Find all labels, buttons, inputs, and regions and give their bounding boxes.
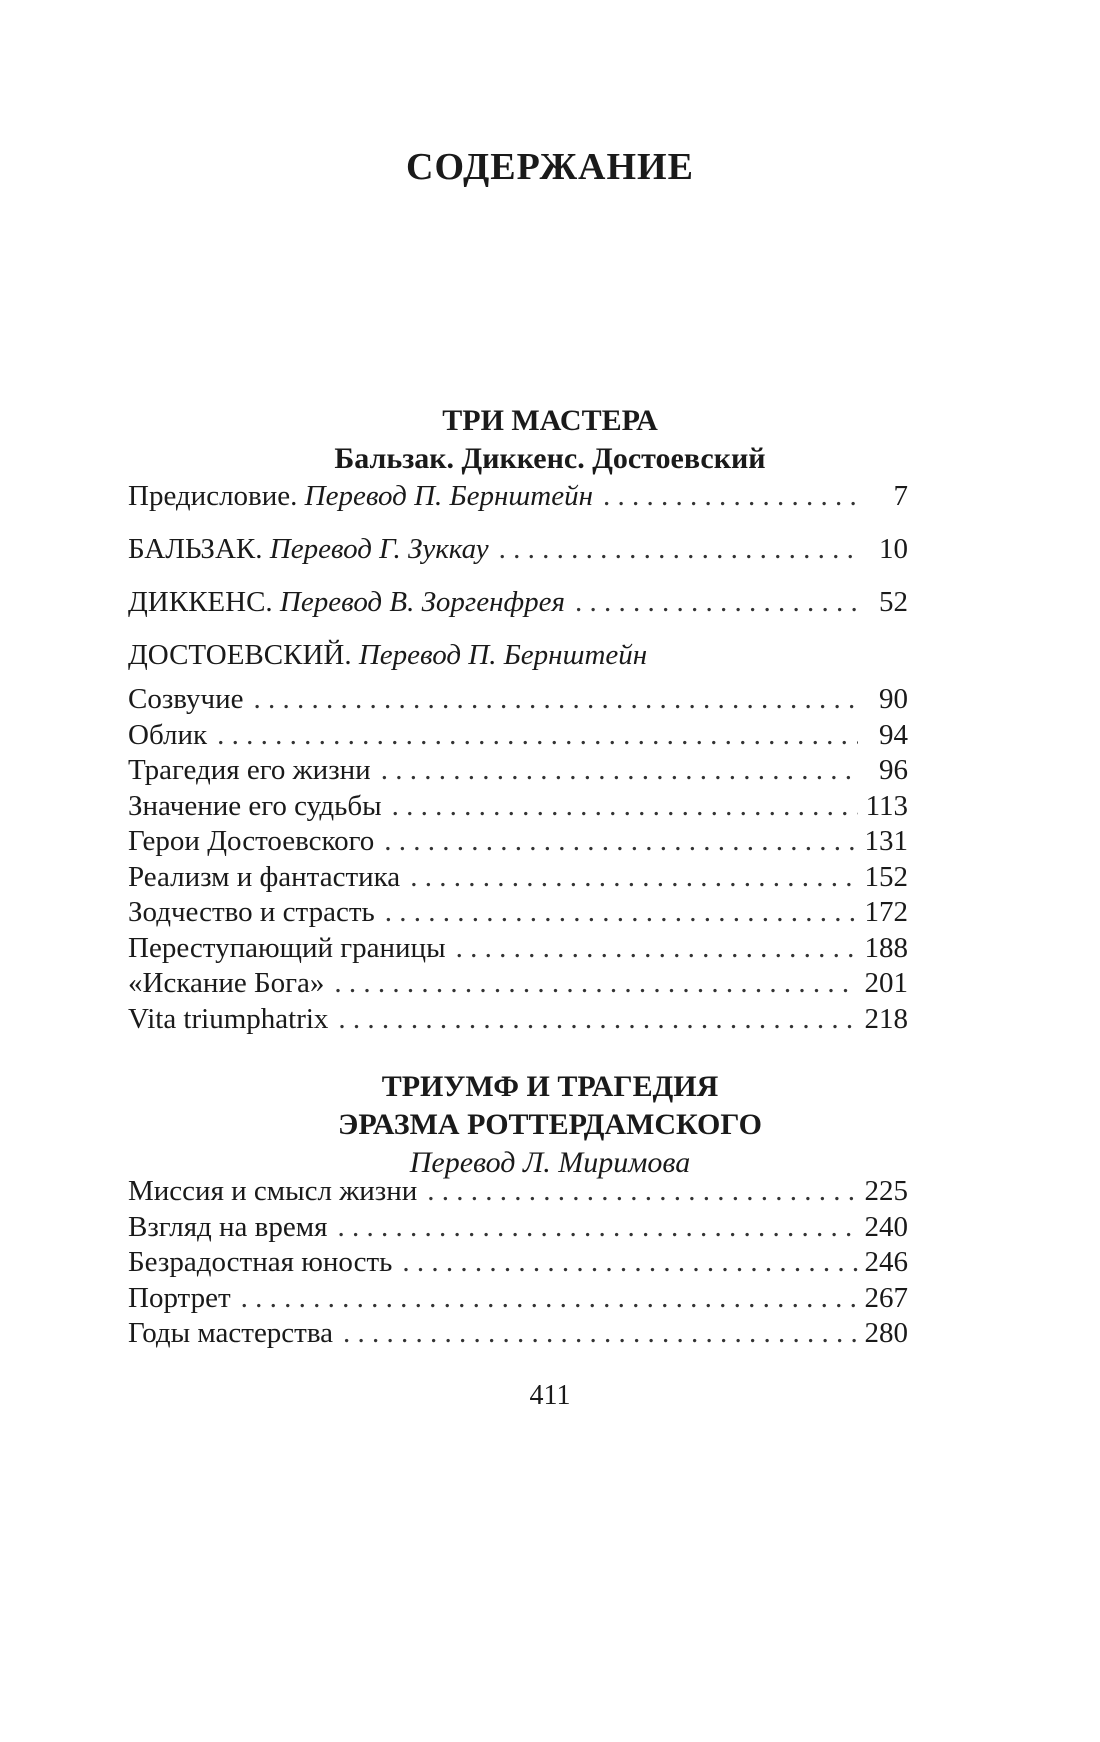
toc-list-three-masters [128, 470, 908, 1037]
toc-entry-translator: Перевод Г. Зуккау [269, 533, 489, 565]
toc-entry [128, 753, 908, 789]
dot-leader [343, 1316, 858, 1352]
toc-entry [128, 629, 908, 682]
dot-leader [402, 1245, 858, 1281]
toc-entry [128, 682, 908, 718]
toc-entry [128, 718, 908, 754]
toc-entry-title [128, 718, 207, 754]
toc-entry-page-number: 7 [893, 480, 908, 512]
page-number: 411 [529, 1380, 571, 1411]
dot-leader [381, 753, 858, 789]
section-heading-erasmus [0, 1068, 1100, 1182]
toc-entry [128, 1316, 908, 1352]
toc-entry-title [128, 1316, 333, 1352]
dot-leader [217, 718, 858, 754]
toc-entry-title-text: ДИККЕНС. [128, 586, 280, 618]
toc-entry [128, 523, 908, 576]
toc-entry-title-text: Портрет [128, 1281, 231, 1314]
toc-entry [128, 576, 908, 629]
dot-leader [337, 1210, 858, 1246]
dot-leader [456, 931, 858, 967]
toc-entry-page-number: 113 [865, 789, 908, 822]
toc-entry-title [128, 860, 400, 896]
section-translator: Перевод Л. Миримова [409, 1146, 691, 1179]
toc-entry-title-text: Предисловие. [128, 480, 305, 512]
toc-entry-title-text: Значение его судьбы [128, 789, 382, 822]
toc-entry-title [128, 895, 375, 931]
dot-leader [384, 824, 858, 860]
toc-entry-page-number: 188 [864, 931, 908, 964]
toc-entry-title-text: Vita triumphatrix [128, 1002, 329, 1035]
toc-entry-title [128, 966, 324, 1002]
toc-list-erasmus [128, 1174, 908, 1352]
toc-entry-title-text: ДОСТОЕВСКИЙ. [128, 639, 359, 671]
toc-entry-page-number: 172 [864, 896, 908, 928]
section-title-continued: ЭРАЗМА РОТТЕРДАМСКОГО [338, 1108, 762, 1141]
toc-entry [128, 470, 908, 523]
dot-leader [603, 470, 858, 523]
toc-entry-page-number: 246 [864, 1246, 908, 1278]
toc-entry-page-number: 52 [879, 586, 908, 618]
toc-entry [128, 1174, 908, 1210]
toc-entry-title [128, 931, 446, 967]
dot-leader [241, 1281, 858, 1317]
toc-entry-page-number: 218 [864, 1002, 908, 1035]
toc-entry-page-number: 90 [879, 683, 908, 715]
dot-leader [575, 576, 858, 629]
toc-entry-translator: Перевод П. Бернштейн [358, 639, 648, 671]
page-title: СОДЕРЖАНИЕ [406, 146, 694, 188]
toc-entry-page-number: 152 [864, 860, 908, 893]
toc-entry-title [128, 824, 374, 860]
toc-entry [128, 1281, 908, 1317]
toc-entry-title [128, 1245, 392, 1281]
toc-entry-title-text: Облик [128, 718, 208, 751]
toc-entry-title-text: Взгляд на время [128, 1210, 328, 1243]
toc-entry [128, 895, 908, 931]
toc-entry-title-text: Зодчество и страсть [128, 896, 375, 928]
dot-leader [338, 1002, 858, 1038]
toc-entry-title [128, 753, 371, 789]
dot-leader [427, 1174, 858, 1210]
toc-entry [128, 1002, 908, 1038]
section-heading-three-masters [0, 402, 1100, 478]
toc-entry-title-text: Годы мастерства [128, 1317, 334, 1349]
toc-entry [128, 860, 908, 896]
toc-entry-title-text: Миссия и смысл жизни [128, 1175, 418, 1207]
toc-entry-title [128, 789, 382, 825]
toc-entry [128, 789, 908, 825]
toc-entry [128, 966, 908, 1002]
toc-entry-page-number: 131 [864, 825, 908, 857]
dot-leader [385, 895, 858, 931]
toc-entry-page-number: 240 [864, 1210, 908, 1243]
toc-entry-page-number: 201 [864, 967, 908, 999]
toc-entry-title-text: Переступающий границы [128, 931, 446, 964]
toc-entry [128, 1210, 908, 1246]
toc-entry [128, 824, 908, 860]
toc-entry-page-number: 96 [879, 754, 908, 786]
dot-leader [410, 860, 858, 896]
toc-entry-page-number: 225 [864, 1175, 908, 1207]
toc-entry-title [128, 576, 565, 629]
toc-entry-title-text: Трагедия его жизни [128, 754, 371, 786]
toc-entry [128, 1245, 908, 1281]
dot-leader [334, 966, 858, 1002]
toc-entry-title [128, 523, 489, 576]
toc-entry-title [128, 682, 243, 718]
toc-entry-page-number: 267 [864, 1281, 908, 1314]
toc-entry-title [128, 1174, 417, 1210]
toc-entry-title [128, 1281, 231, 1317]
section-subtitle: Бальзак. Диккенс. Достоевский [334, 442, 766, 475]
section-title: ТРИ МАСТЕРА [442, 404, 658, 437]
toc-entry-title-text: Реализм и фантастика [128, 860, 401, 893]
toc-entry-title [128, 629, 647, 682]
toc-entry-page-number: 10 [879, 533, 908, 565]
toc-entry-page-number: 94 [879, 718, 908, 751]
dot-leader [499, 523, 858, 576]
toc-entry [128, 931, 908, 967]
toc-entry-title-text: Созвучие [128, 683, 244, 715]
toc-entry-translator: Перевод В. Зоргенфрея [279, 586, 565, 618]
toc-entry-title-text: Герои Достоевского [128, 825, 375, 857]
toc-entry-title-text: «Искание Бога» [128, 967, 325, 999]
toc-entry-title [128, 1002, 328, 1038]
toc-entry-title-text: Безрадостная юность [128, 1246, 393, 1278]
toc-entry-title [128, 1210, 327, 1246]
toc-entry-title-text: БАЛЬЗАК. [128, 533, 270, 565]
toc-entry-title [128, 470, 593, 523]
dot-leader [253, 682, 858, 718]
toc-entry-page-number: 280 [864, 1317, 908, 1349]
section-title: ТРИУМФ И ТРАГЕДИЯ [381, 1070, 719, 1103]
dot-leader [392, 789, 858, 825]
toc-entry-translator: Перевод П. Бернштейн [304, 480, 593, 512]
